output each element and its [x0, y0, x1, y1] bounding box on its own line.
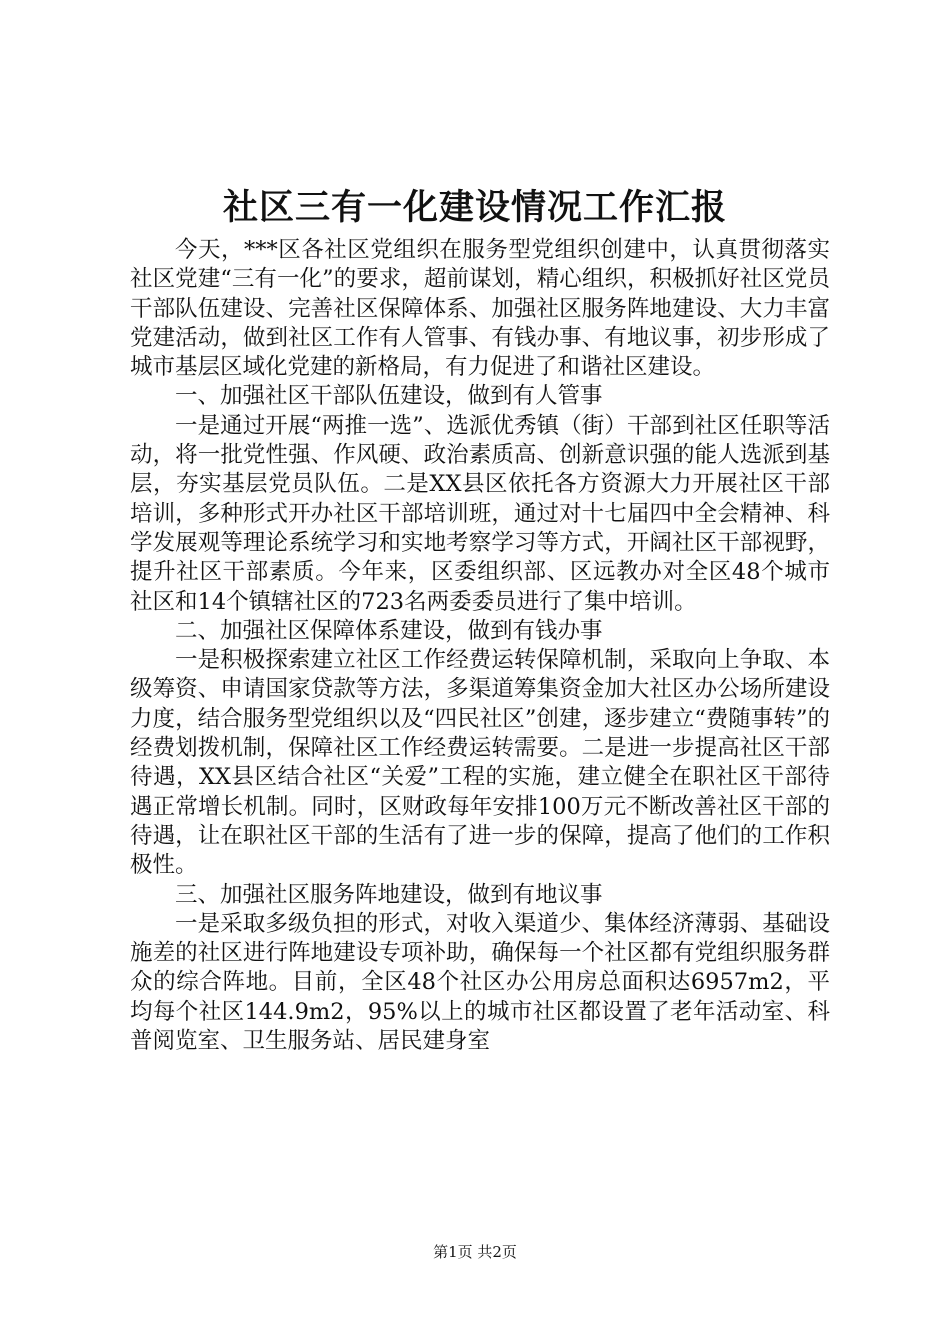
- section-heading-1: 一、加强社区干部队伍建设，做到有人管事: [175, 383, 603, 410]
- section-heading-3: 三、加强社区服务阵地建设，做到有地议事: [175, 881, 603, 908]
- section-heading-2: 二、加强社区保障体系建设，做到有钱办事: [175, 617, 603, 644]
- intro-paragraph: 今天，***区各社区党组织在服务型党组织创建中，认真贯彻落实社区党建“三有一化”的要求，超前谋划，精心组织，积极抓好社区党员干部队伍建设、完善社区保障体系、加强社区服务阵地建设、大力丰富党建活动，做到社区工作有人管事、有钱办事、有地议事，初步形成了城市基层区域化党建的新格局，有力促进了和谐社区建设。: [130, 237, 830, 381]
- document-body: [130, 236, 830, 1056]
- section-paragraph-2: 一是积极探索建立社区工作经费运转保障机制，采取向上争取、本级筹资、申请国家贷款等方法，多渠道筹集资金加大社区办公场所建设力度，结合服务型党组织以及“四民社区”创建，逐步建立“费随事转”的经费划拨机制，保障社区工作经费运转需要。二是进一步提高社区干部待遇，XX县区结合社区“关爱”工程的实施，建立健全在职社区干部待遇正常增长机制。同时，区财政每年安排100万元不断改善社区干部的待遇，让在职社区干部的生活有了进一步的保障，提高了他们的工作积极性。: [130, 647, 830, 879]
- section-paragraph-1: 一是通过开展“两推一选”、选派优秀镇（街）干部到社区任职等活动，将一批党性强、作风硬、政治素质高、创新意识强的能人选派到基层，夯实基层党员队伍。二是XX县区依托各方资源大力开展社区干部培训，多种形式开办社区干部培训班，通过对十七届四中全会精神、科学发展观等理论系统学习和实地考察学习等方式，开阔社区干部视野，提升社区干部素质。今年来，区委组织部、区远教办对全区48个城市社区和14个镇辖社区的723名两委委员进行了集中培训。: [130, 412, 830, 615]
- document-title: 社区三有一化建设情况工作汇报: [222, 187, 727, 228]
- section-paragraph-3: 一是采取多级负担的形式，对收入渠道少、集体经济薄弱、基础设施差的社区进行阵地建设专项补助，确保每一个社区都有党组织服务群众的综合阵地。目前，全区48个社区办公用房总面积达6957m2，平均每个社区144.9m2，95%以上的城市社区都设置了老年活动室、科普阅览室、卫生服务站、居民建身室: [130, 910, 830, 1055]
- page-footer: 第1页 共2页: [433, 1243, 517, 1261]
